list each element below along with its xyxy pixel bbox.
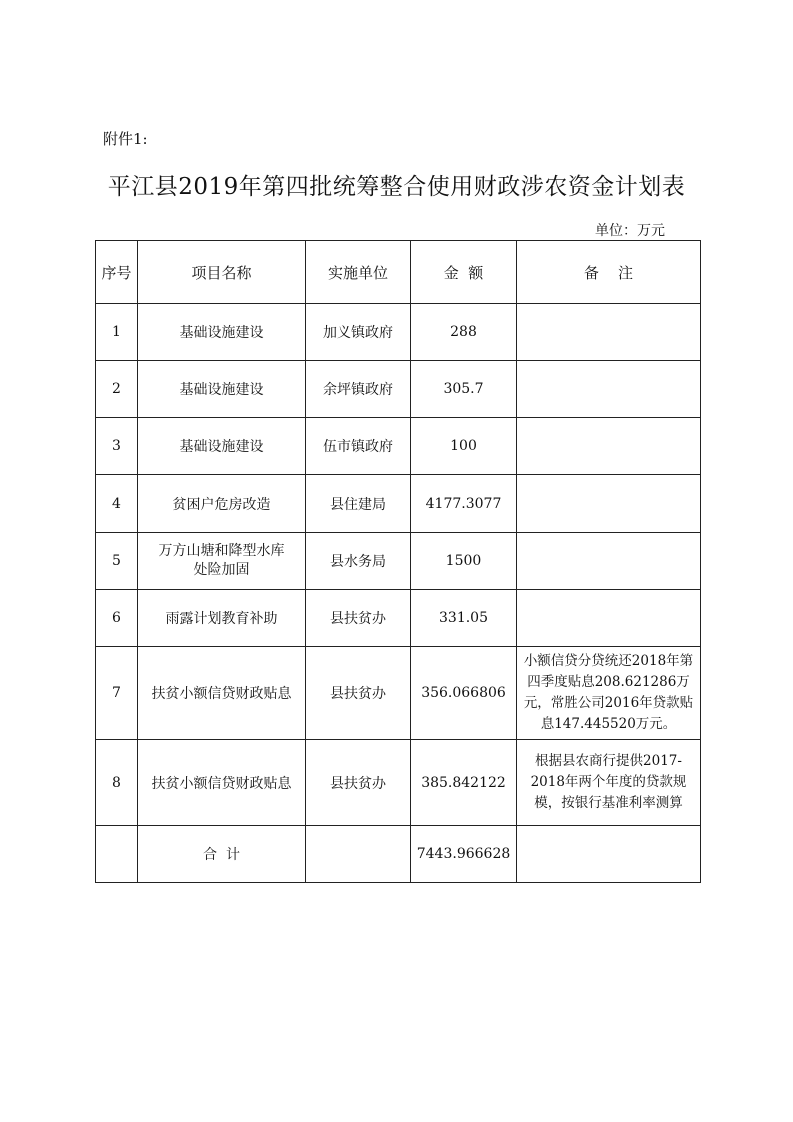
document-title: 平江县2019年第四批统筹整合使用财政涉农资金计划表 [107,174,686,200]
attachment-label: 附件1: [103,130,148,148]
cell-unit [306,826,411,883]
cell-unit: 县扶贫办 [306,740,411,826]
cell-amount: 305.7 [411,361,517,418]
cell-no: 1 [96,304,138,361]
table-row [96,647,701,740]
cell-no: 3 [96,418,138,475]
cell-note [517,361,701,418]
cell-unit: 余坪镇政府 [306,361,411,418]
cell-unit: 伍市镇政府 [306,418,411,475]
table-row [96,418,701,475]
header-project: 项目名称 [138,241,306,304]
cell-note [517,304,701,361]
cell-project: 基础设施建设 [138,361,306,418]
cell-amount: 100 [411,418,517,475]
cell-amount: 331.05 [411,590,517,647]
unit-label: 单位：万元 [595,223,665,239]
cell-note [517,533,701,590]
cell-amount: 385.842122 [411,740,517,826]
total-label: 合 计 [138,826,306,883]
table-row [96,304,701,361]
total-row [96,826,701,883]
table-row [96,361,701,418]
table-row [96,740,701,826]
cell-project: 基础设施建设 [138,304,306,361]
cell-unit: 县水务局 [306,533,411,590]
cell-project: 贫困户危房改造 [138,475,306,533]
cell-unit: 加义镇政府 [306,304,411,361]
cell-project: 万方山塘和降型水库处险加固 [138,533,306,590]
header-no: 序号 [96,241,138,304]
cell-no: 8 [96,740,138,826]
cell-no: 7 [96,647,138,740]
header-note: 备 注 [517,241,701,304]
cell-no [96,826,138,883]
cell-no: 4 [96,475,138,533]
cell-note [517,475,701,533]
header-row [96,241,701,304]
total-amount: 7443.966628 [411,826,517,883]
table-row [96,590,701,647]
cell-no: 6 [96,590,138,647]
cell-note: 根据县农商行提供2017-2018年两个年度的贷款规模，按银行基准利率测算 [517,740,701,826]
cell-note [517,418,701,475]
cell-no: 5 [96,533,138,590]
cell-project: 雨露计划教育补助 [138,590,306,647]
cell-amount: 288 [411,304,517,361]
cell-project: 扶贫小额信贷财政贴息 [138,647,306,740]
table-row [96,533,701,590]
cell-note: 小额信贷分贷统还2018年第四季度贴息208.621286万元，常胜公司2016年贷款贴息147.445520万元。 [517,647,701,740]
cell-amount: 1500 [411,533,517,590]
cell-amount: 4177.3077 [411,475,517,533]
cell-amount: 356.066806 [411,647,517,740]
cell-project: 扶贫小额信贷财政贴息 [138,740,306,826]
cell-unit: 县扶贫办 [306,590,411,647]
table-row [96,475,701,533]
cell-note [517,590,701,647]
cell-note [517,826,701,883]
cell-project: 基础设施建设 [138,418,306,475]
cell-unit: 县住建局 [306,475,411,533]
cell-unit: 县扶贫办 [306,647,411,740]
cell-no: 2 [96,361,138,418]
header-amount: 金 额 [411,241,517,304]
header-unit: 实施单位 [306,241,411,304]
fund-plan-table [95,240,701,883]
